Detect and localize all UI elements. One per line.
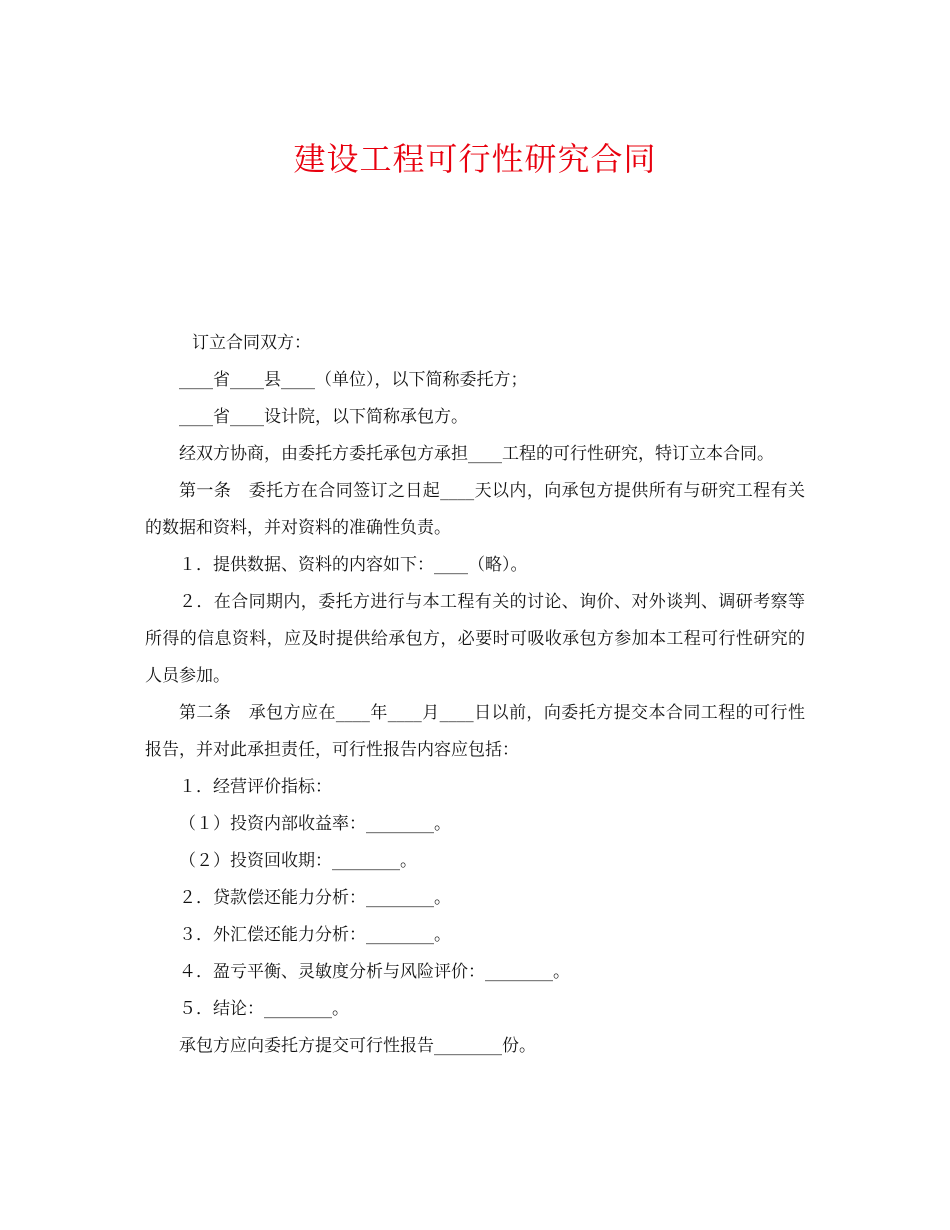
paragraph-article-1: 第一条 委托方在合同签订之日起____天以内，向承包方提供所有与研究工程有关的数据和资料，并对资料的准确性负责。 <box>145 481 805 538</box>
paragraph-article-2-item-5: ５．结论：________。 <box>179 999 349 1019</box>
paragraph-client: ____省____县____（单位），以下简称委托方； <box>179 370 528 390</box>
paragraph-contractor: ____省____设计院，以下简称承包方。 <box>179 407 468 427</box>
paragraph-article-2-item-1-sub-1: （１）投资内部收益率：________。 <box>179 814 451 834</box>
paragraph-article-1-item-1: １．提供数据、资料的内容如下：____（略）。 <box>179 555 528 575</box>
paragraph-agreement: 经双方协商，由委托方委托承包方承担____工程的可行性研究，特订立本合同。 <box>179 444 774 464</box>
paragraph-report-copies: 承包方应向委托方提交可行性报告________份。 <box>179 1036 536 1056</box>
paragraph-article-2-item-3: ３．外汇偿还能力分析：________。 <box>179 925 451 945</box>
document-title: 建设工程可行性研究合同 <box>293 140 657 178</box>
paragraph-article-2-item-1: １．经营评价指标： <box>179 777 332 797</box>
paragraph-article-2-item-2: ２．贷款偿还能力分析：________。 <box>179 888 451 908</box>
paragraph-article-2-item-1-sub-2: （２）投资回收期：________。 <box>179 851 417 871</box>
paragraph-article-2-item-4: ４．盈亏平衡、灵敏度分析与风险评价：________。 <box>179 962 570 982</box>
document-body <box>145 325 805 1065</box>
paragraph-parties-heading: 订立合同双方： <box>192 333 311 353</box>
paragraph-article-2: 第二条 承包方应在____年____月____日以前，向委托方提交本合同工程的可行性报告，并对此承担责任，可行性报告内容应包括： <box>145 703 805 760</box>
paragraph-article-1-item-2: ２．在合同期内，委托方进行与本工程有关的讨论、询价、对外谈判、调研考察等所得的信息资料，应及时提供给承包方，必要时可吸收承包方参加本工程可行性研究的人员参加。 <box>145 592 805 686</box>
